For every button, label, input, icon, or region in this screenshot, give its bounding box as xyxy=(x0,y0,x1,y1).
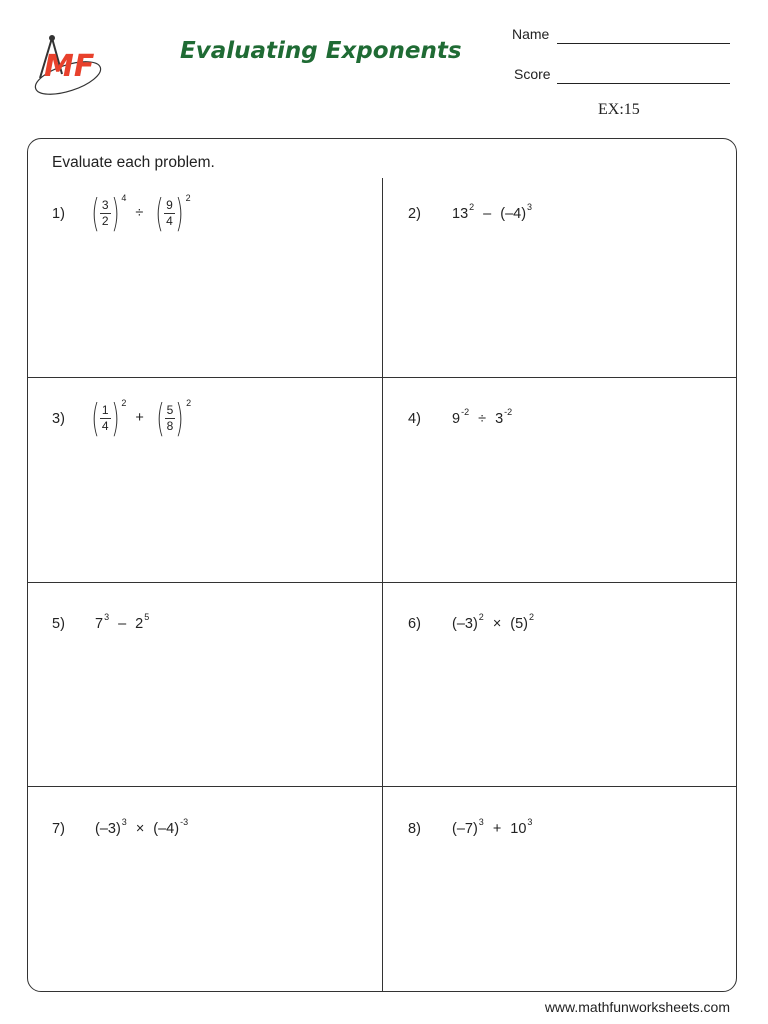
row-divider xyxy=(27,582,737,583)
problem-2-expression: 13 2 – (–4) 3 xyxy=(452,202,533,222)
problem-number: 7) xyxy=(52,821,65,837)
problem-3-expression: ( $\frac{1}{4}$ ) 2 + ( $\frac{5}{8}$ ) 2 xyxy=(91,396,192,440)
problem-6-expression: (–3) 2 × (5) 2 xyxy=(452,612,535,632)
problem-8-expression: (–7) 3 + 10 3 xyxy=(452,817,533,837)
problem-number: 3) xyxy=(52,411,65,427)
worksheet-title: Evaluating Exponents xyxy=(180,38,462,64)
problem-number: 5) xyxy=(52,616,65,632)
problem-number: 4) xyxy=(408,411,421,427)
mathfun-logo xyxy=(30,30,110,100)
column-divider xyxy=(382,178,383,992)
problem-5-expression: 7 3 – 2 5 xyxy=(95,612,150,632)
row-divider xyxy=(27,786,737,787)
problem-number: 6) xyxy=(408,616,421,632)
score-field[interactable] xyxy=(557,83,730,84)
worksheet-code: EX:15 xyxy=(598,101,640,118)
score-label: Score xyxy=(514,66,551,82)
svg-text:MF: MF xyxy=(44,49,95,84)
instruction-text: Evaluate each problem. xyxy=(52,154,215,171)
problem-7-expression: (–3) 3 × (–4) -3 xyxy=(95,817,189,837)
problem-number: 8) xyxy=(408,821,421,837)
problem-4-expression: 9 -2 ÷ 3 -2 xyxy=(452,407,513,427)
name-field[interactable] xyxy=(557,43,730,44)
row-divider xyxy=(27,377,737,378)
problem-number: 2) xyxy=(408,206,421,222)
problem-1-expression: ( $\frac{3}{2}$ ) 4 ÷ ( $\frac{9}{4}$ ) 2 xyxy=(91,191,191,235)
problem-number: 1) xyxy=(52,206,65,222)
website-footer: www.mathfunworksheets.com xyxy=(544,999,730,1015)
name-label: Name xyxy=(512,26,550,42)
